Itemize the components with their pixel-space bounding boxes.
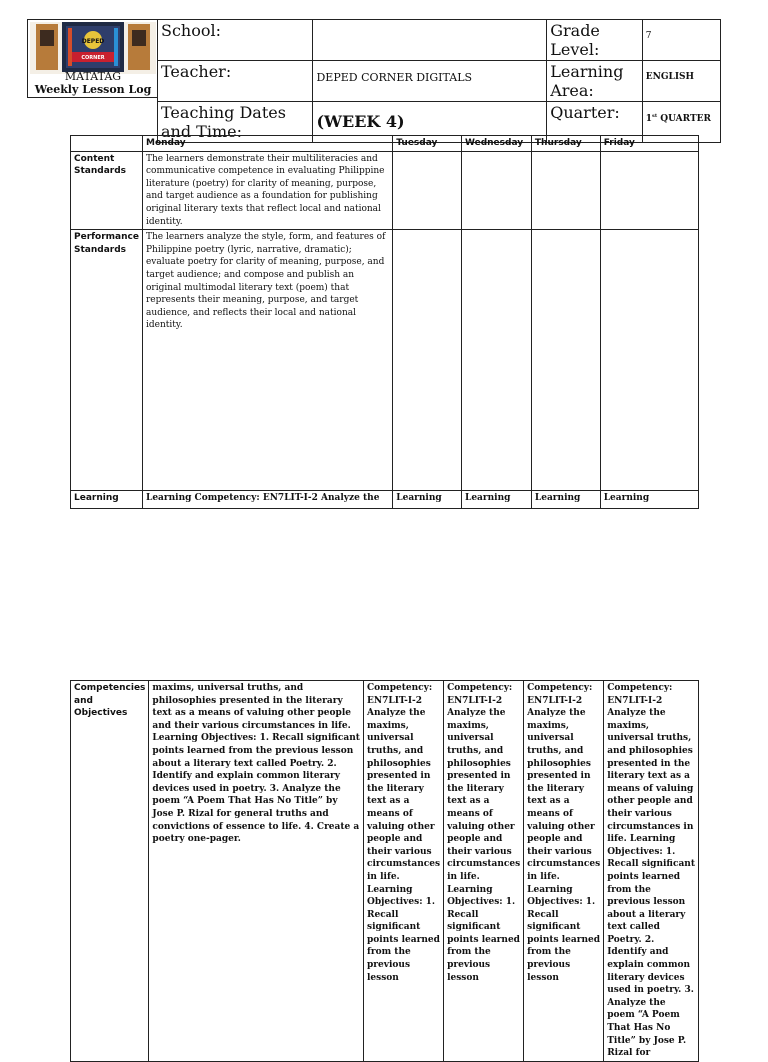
performance-standards-thursday — [531, 230, 600, 491]
corner-cell — [71, 136, 143, 152]
quarter-label: Quarter: — [547, 102, 643, 143]
header-table — [157, 19, 721, 143]
competencies-friday: Competency: EN7LIT-I-2 Analyze the maxims, universal truths, and philosophies presented in the literary text as a means of valuing other people and their various circumstances in life. Learning Objectives: 1. Recall significant points learned from the previous lesson about a literary text called Poetry. 2. Identify and explain common literary devices used in poetry. 3. Analyze the poem “A Poem That Has No Title” by Jose P. Rizal for — [604, 681, 699, 1062]
quarter-ordinal: st — [652, 113, 658, 119]
day-header-tuesday: Tuesday — [393, 136, 462, 152]
learning-friday: Learning — [600, 491, 698, 509]
performance-standards-friday — [600, 230, 698, 491]
competencies-thursday: Competency: EN7LIT-I-2 Analyze the maxims, universal truths, and philosophies presented in the literary text as a means of valuing other people and their various circumstances in life. Learning Objectives: 1. Recall significant points learned from the previous lesson — [524, 681, 604, 1062]
performance-standards-label: Performance Standards — [71, 230, 143, 491]
lesson-log-table — [70, 135, 699, 509]
quarter-number: 1 — [645, 114, 652, 124]
competencies-tuesday: Competency: EN7LIT-I-2 Analyze the maxims, universal truths, and philosophies presented in the literary text as a means of valuing other people and their various circumstances in life. Learning Objectives: 1. Recall significant points learned from the previous lesson — [364, 681, 444, 1062]
learning-monday: Learning Competency: EN7LIT-I-2 Analyze the — [142, 491, 392, 509]
day-header-wednesday: Wednesday — [462, 136, 532, 152]
competencies-wednesday: Competency: EN7LIT-I-2 Analyze the maxims, universal truths, and philosophies presented in the literary text as a means of valuing other people and their various circumstances in life. Learning Objectives: 1. Recall significant points learned from the previous lesson — [444, 681, 524, 1062]
performance-standards-tuesday — [393, 230, 462, 491]
learning-tuesday: Learning — [393, 491, 462, 509]
svg-text:DEPED: DEPED — [81, 38, 105, 45]
school-label: School: — [158, 20, 313, 61]
teacher-value: DEPED CORNER DIGITALS — [313, 61, 547, 102]
content-standards-wednesday — [462, 151, 532, 230]
content-standards-tuesday — [393, 151, 462, 230]
matatag-title: MATATAG — [64, 70, 122, 83]
learning-wednesday: Learning — [462, 491, 532, 509]
day-header-thursday: Thursday — [531, 136, 600, 152]
content-standards-monday: The learners demonstrate their multiliteracies and communicative competence in evaluating Philippine literature (poetry) for clarity of meaning, purpose, and target audience as a foundation for publishing original literary texts that reflect local and national identity. — [142, 151, 392, 230]
content-standards-friday — [600, 151, 698, 230]
competencies-objectives-label: Competencies and Objectives — [71, 681, 149, 1062]
deped-corner-logo — [30, 22, 156, 74]
competencies-monday: maxims, universal truths, and philosophies presented in the literary text as a means of valuing other people and their various circumstances in life. Learning Objectives: 1. Recall significant points learned from the previous lesson about a literary text called Poetry. 2. Identify and explain common literary devices used in poetry. 3. Analyze the poem “A Poem That Has No Title” by Jose P. Rizal for general truths and convictions of essence to life. 4. Create a poetry one-pager. — [149, 681, 364, 1062]
logo-cell — [27, 19, 158, 98]
performance-standards-monday: The learners analyze the style, form, and features of Philippine poetry (lyric, narrative, dramatic); evaluate poetry for clarity of meaning, purpose, and target audience; and compose and publish an original multimodal literary text (poem) that represents their meaning, purpose, and target audience, and reflects their local and national identity. — [142, 230, 392, 491]
school-value — [313, 20, 547, 61]
teaching-dates-label: Teaching Dates and Time: — [158, 102, 313, 143]
learning-thursday: Learning — [531, 491, 600, 509]
learning-area-value: ENGLISH — [642, 61, 720, 102]
teaching-dates-value: (WEEK 4) — [313, 102, 547, 143]
lesson-log-table-continued — [70, 680, 699, 1062]
weekly-lesson-log-title: Weekly Lesson Log — [34, 83, 152, 96]
day-header-friday: Friday — [600, 136, 698, 152]
content-standards-label: Content Standards — [71, 151, 143, 230]
grade-level-value: 7 — [642, 20, 720, 61]
content-standards-thursday — [531, 151, 600, 230]
learning-label: Learning — [71, 491, 143, 509]
svg-text:CORNER: CORNER — [81, 55, 105, 61]
day-header-monday: Monday — [142, 136, 392, 152]
teacher-label: Teacher: — [158, 61, 313, 102]
grade-level-label: Grade Level: — [547, 20, 643, 61]
learning-area-label: Learning Area: — [547, 61, 643, 102]
quarter-word: QUARTER — [657, 114, 712, 124]
performance-standards-wednesday — [462, 230, 532, 491]
